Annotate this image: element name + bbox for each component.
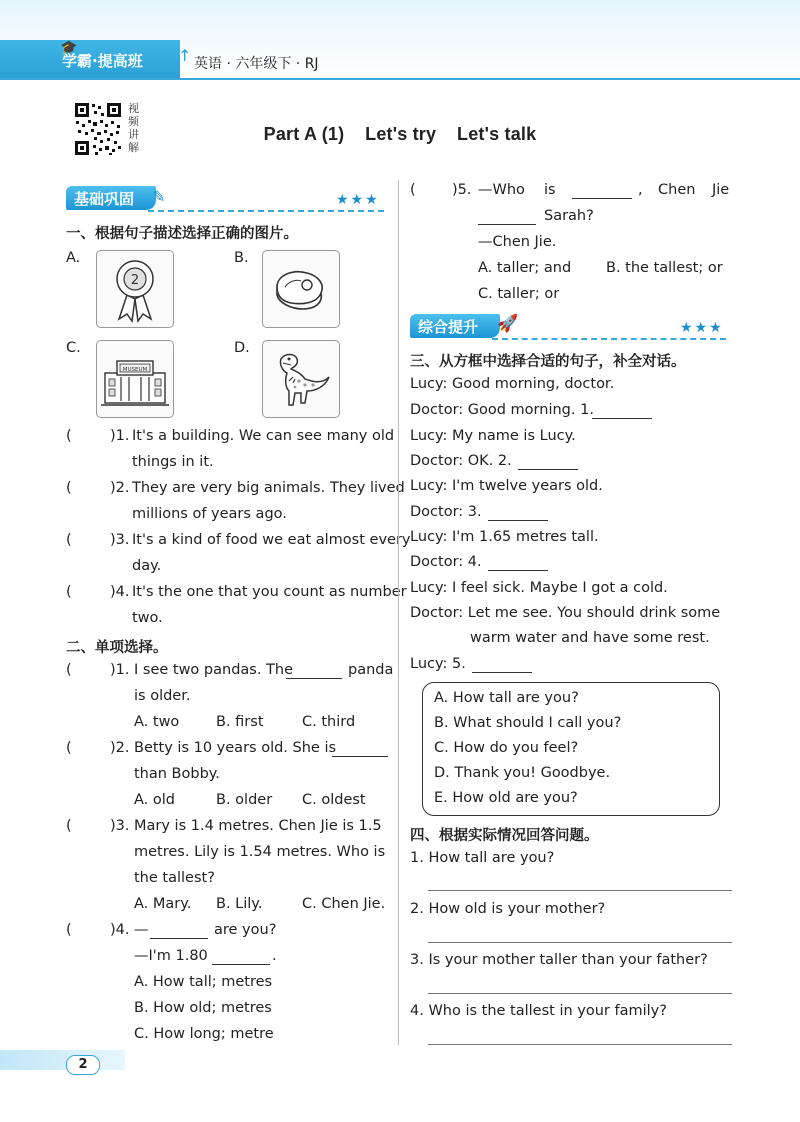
item-number: )1. [110, 428, 130, 444]
museum-building-image [96, 340, 174, 418]
item-number: )4. [110, 922, 130, 938]
item-text: — [134, 922, 149, 938]
item-number: )5. [452, 182, 472, 198]
section-badge-basic [66, 186, 156, 210]
answer-paren[interactable]: ( [66, 740, 72, 756]
fill-blank[interactable] [472, 658, 532, 673]
box-option: D. Thank you! Goodbye. [434, 765, 611, 781]
fill-blank[interactable] [572, 184, 632, 199]
dialogue-line: Lucy: I'm 1.65 metres tall. [410, 529, 599, 545]
column-divider [398, 180, 399, 1045]
answer-line[interactable] [428, 993, 732, 994]
item-text: Chen [658, 182, 696, 198]
fill-blank[interactable] [478, 210, 536, 225]
answer-line[interactable] [428, 890, 732, 891]
item-text: are you? [214, 922, 277, 938]
option-b-label: B. [234, 250, 249, 266]
dialogue-line: Doctor: Good morning. 1. [410, 402, 594, 418]
question-text: 1. How tall are you? [410, 850, 555, 866]
item-text: —Who [478, 182, 525, 198]
dialogue-line: Lucy: I feel sick. Maybe I got a cold. [410, 580, 668, 596]
item-number: )3. [110, 532, 130, 548]
meat-image [262, 250, 340, 328]
answer-paren[interactable]: ( [66, 818, 72, 834]
answer-paren[interactable]: ( [66, 922, 72, 938]
item-text: Sarah? [544, 208, 594, 224]
choice-c[interactable]: C. Chen Jie. [302, 896, 386, 912]
answer-paren[interactable]: ( [66, 662, 72, 678]
dialogue-line: Doctor: 3. [410, 504, 482, 520]
item-text: than Bobby. [134, 766, 220, 782]
item-text: Jie [712, 182, 730, 198]
answer-paren[interactable]: ( [66, 532, 72, 548]
choice-b[interactable]: B. the tallest; or [606, 260, 723, 276]
choice-c[interactable]: C. How long; metre [134, 1026, 274, 1042]
item-text: It's a building. We can see many old [132, 428, 395, 444]
option-d-label: D. [234, 340, 250, 356]
dialogue-line: Lucy: My name is Lucy. [410, 428, 576, 444]
item-text: . [272, 948, 277, 964]
item-number: )2. [110, 480, 130, 496]
dialogue-line: Doctor: 4. [410, 554, 482, 570]
q4-heading: 四、根据实际情况回答问题。 [410, 828, 599, 844]
choice-b[interactable]: B. How old; metres [134, 1000, 272, 1016]
ribbon-medal-image [96, 250, 174, 328]
fill-blank[interactable] [212, 950, 270, 965]
choice-b[interactable]: B. first [216, 714, 264, 730]
graduation-cap-icon: 🎓 [60, 40, 78, 56]
qr-label: 视频讲解 [128, 102, 139, 154]
header-rule [0, 78, 800, 80]
answer-line[interactable] [428, 1044, 732, 1045]
dialogue-line: Doctor: OK. 2. [410, 453, 512, 469]
question-text: 3. Is your mother taller than your father? [410, 952, 708, 968]
item-text: —Chen Jie. [478, 234, 557, 250]
page-number: 2 [66, 1055, 100, 1075]
item-text: panda [348, 662, 394, 678]
item-text: It's the one that you count as number [132, 584, 407, 600]
section-badge-comprehensive [410, 314, 500, 338]
footer-band [0, 1050, 125, 1070]
answer-paren[interactable]: ( [410, 182, 416, 198]
dialogue-line: Doctor: Let me see. You should drink some [410, 605, 721, 621]
item-text: —I'm 1.80 [134, 948, 208, 964]
answer-paren[interactable]: ( [66, 428, 72, 444]
item-text: , [638, 182, 643, 198]
item-text: things in it. [132, 454, 214, 470]
q3-heading: 三、从方框中选择合适的句子，补全对话。 [410, 354, 686, 370]
item-text: millions of years ago. [132, 506, 287, 522]
choice-b[interactable]: B. older [216, 792, 273, 808]
choice-c[interactable]: C. taller; or [478, 286, 560, 302]
fill-blank[interactable] [488, 506, 548, 521]
item-text: I see two pandas. The [134, 662, 294, 678]
choice-a[interactable]: A. How tall; metres [134, 974, 273, 990]
item-text: is [544, 182, 556, 198]
q1-heading: 一、根据句子描述选择正确的图片。 [66, 226, 298, 242]
choice-a[interactable]: A. taller; and [478, 260, 572, 276]
breadcrumb: 英语 · 六年级下 · RJ [194, 56, 319, 72]
item-text: It's a kind of food we eat almost every [132, 532, 411, 548]
q2-heading: 二、单项选择。 [66, 640, 168, 656]
fill-blank[interactable] [150, 924, 208, 939]
option-c-label: C. [66, 340, 81, 356]
fill-blank[interactable] [286, 664, 342, 679]
item-text: Mary is 1.4 metres. Chen Jie is 1.5 [134, 818, 382, 834]
item-number: )2. [110, 740, 130, 756]
choice-a[interactable]: A. Mary. [134, 896, 192, 912]
answer-paren[interactable]: ( [66, 584, 72, 600]
item-number: )1. [110, 662, 130, 678]
question-text: 4. Who is the tallest in your family? [410, 1003, 667, 1019]
item-text: Betty is 10 years old. She is [134, 740, 337, 756]
section-badge-label: 基础巩固 [74, 189, 135, 208]
choice-a[interactable]: A. old [134, 792, 175, 808]
option-a-label: A. [66, 250, 81, 266]
question-text: 2. How old is your mother? [410, 901, 606, 917]
dinosaur-image [262, 340, 340, 418]
dialogue-line: Lucy: I'm twelve years old. [410, 478, 603, 494]
section-rule [492, 338, 726, 340]
fill-blank[interactable] [518, 455, 578, 470]
choice-c[interactable]: C. oldest [302, 792, 366, 808]
item-text: the tallest? [134, 870, 215, 886]
item-text: is older. [134, 688, 191, 704]
box-option: A. How tall are you? [434, 690, 579, 706]
dialogue-line: Lucy: 5. [410, 656, 466, 672]
choice-b[interactable]: B. Lily. [216, 896, 263, 912]
brand-label: 学霸·提高班 [62, 52, 143, 70]
svg-text:2: 2 [130, 273, 140, 288]
answer-paren[interactable]: ( [66, 480, 72, 496]
rocket-icon: 🚀 [497, 314, 519, 334]
section-badge-label: 综合提升 [418, 317, 479, 336]
page-title: Part A (1) Let's try Let's talk [263, 124, 537, 144]
choice-a[interactable]: A. two [134, 714, 180, 730]
answer-line[interactable] [428, 942, 732, 943]
section-rule [148, 210, 384, 212]
box-option: C. How do you feel? [434, 740, 579, 756]
difficulty-stars: ★★★ [680, 320, 724, 336]
arrow-up-icon: ↑ [178, 46, 192, 65]
fill-blank[interactable] [488, 556, 548, 571]
item-text: two. [132, 610, 163, 626]
dialogue-line: warm water and have some rest. [470, 630, 710, 646]
fill-blank[interactable] [332, 742, 388, 757]
choice-c[interactable]: C. third [302, 714, 356, 730]
difficulty-stars: ★★★ [336, 192, 380, 208]
item-number: )3. [110, 818, 130, 834]
dialogue-line: Lucy: Good morning, doctor. [410, 376, 615, 392]
fill-blank[interactable] [592, 404, 652, 419]
box-option: B. What should I call you? [434, 715, 622, 731]
box-option: E. How old are you? [434, 790, 578, 806]
item-number: )4. [110, 584, 130, 600]
pencil-icon: ✎ [152, 187, 166, 206]
item-text: metres. Lily is 1.54 metres. Who is [134, 844, 386, 860]
item-text: day. [132, 558, 162, 574]
item-text: They are very big animals. They lived [132, 480, 405, 496]
svg-text:MUSEUM: MUSEUM [122, 367, 148, 373]
